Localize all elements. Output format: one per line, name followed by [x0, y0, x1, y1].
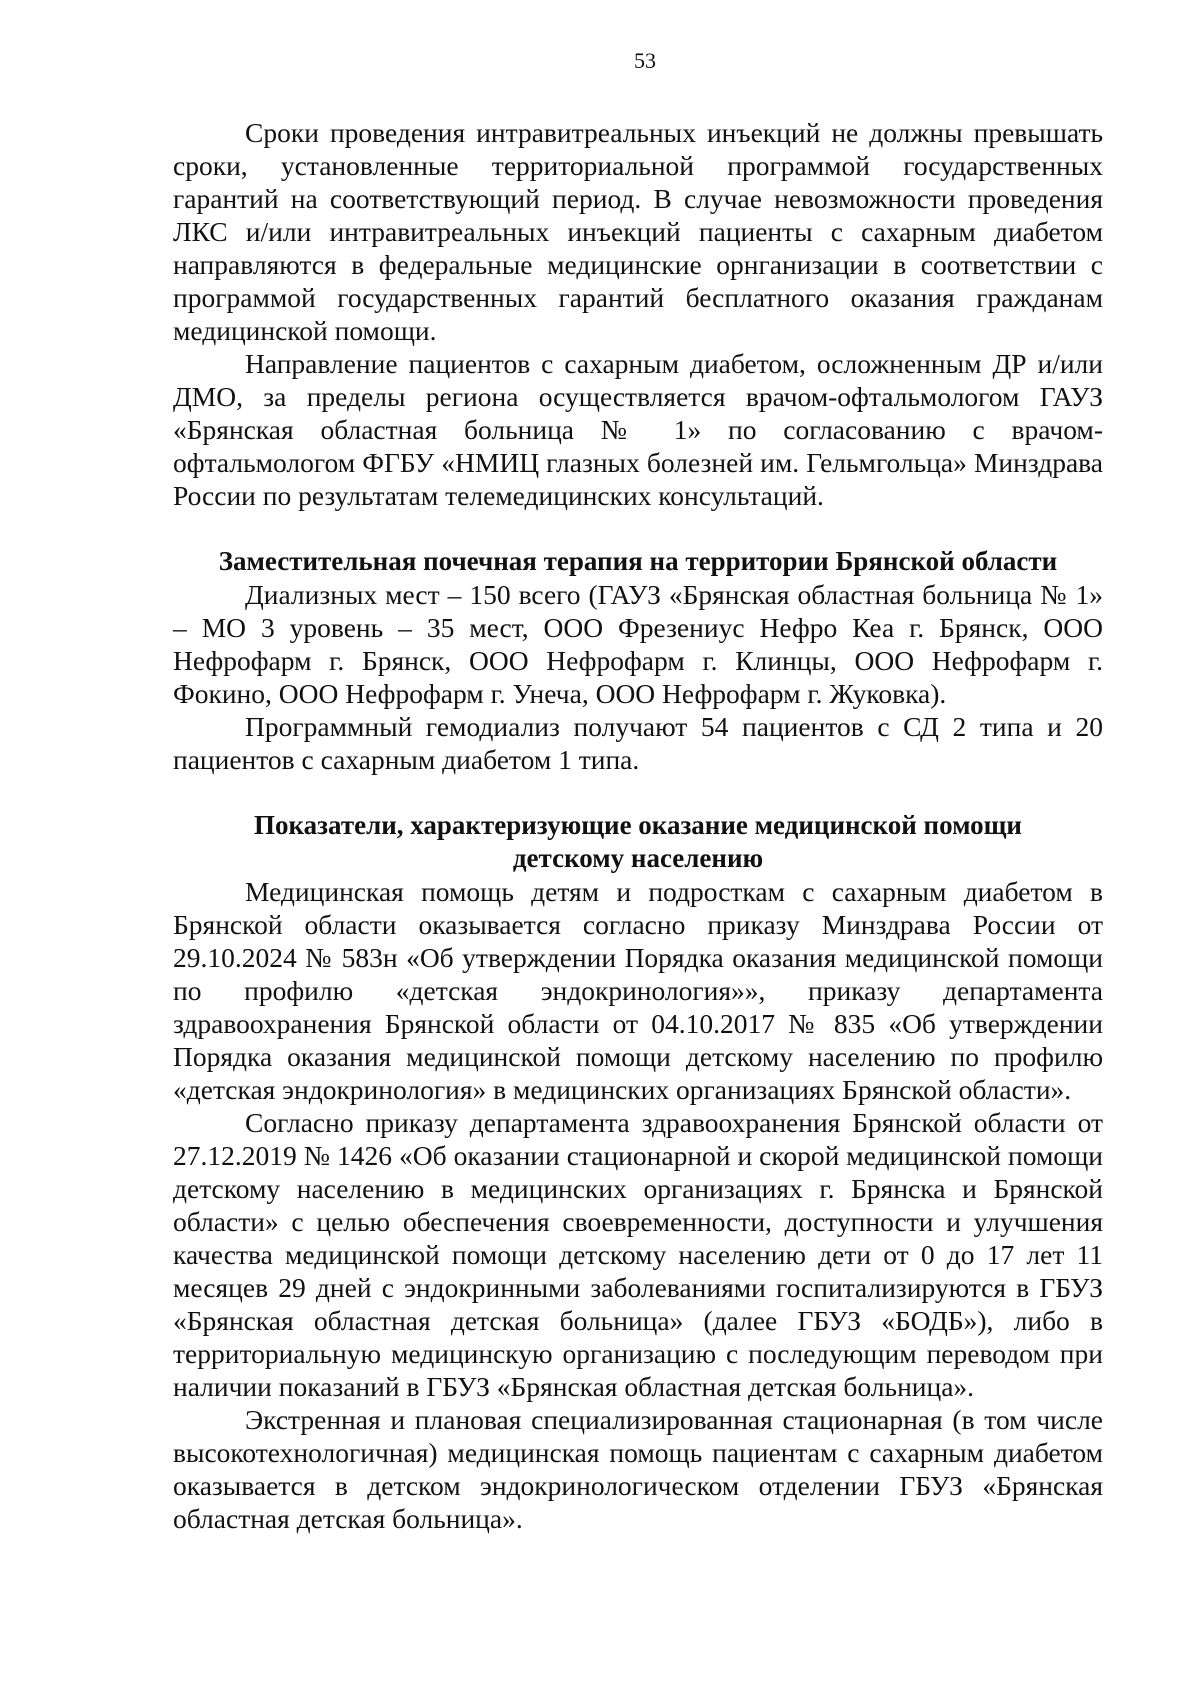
children-section-heading: [173, 809, 1103, 875]
intro-section: [173, 116, 1103, 512]
paragraph-children-care-orders: Медицинская помощь детям и подросткам с сахарным диабетом в Брянской области оказывается согласно приказу Минздрава России от 29.10.2024 № 583н «Об утверждении Порядка оказания медицинской помощи по профилю «детская эндокринология»», приказу департамента здравоохранения Брянской области от 04.10.2017 № 835 «Об утверждении Порядка оказания медицинской помощи детскому населению по профилю «детская эндокринология» в медицинских организациях Брянской области».: [173, 876, 1103, 1105]
dialysis-section-heading: Заместительная почечная терапия на территории Брянской области: [218, 546, 1058, 576]
paragraph-specialized-care: Экстренная и плановая специализированная стационарная (в том числе высокотехнологичная) медицинская помощь пациентам с сахарным диабетом оказывается в детском эндокринологическом отделении ГБУЗ «Брянская областная детская больница».: [173, 1404, 1103, 1534]
paragraph-referral-outside-region: Направление пациентов с сахарным диабетом, осложненным ДР и/или ДМО, за пределы региона осуществляется врачом-офтальмологом ГАУЗ «Брянская областная больница № 1» по согласованию с врачом-офтальмологом ФГБУ «НМИЦ глазных болезней им. Гельмгольца» Минздрава России по результатам телемедицинских консультаций.: [173, 348, 1103, 511]
paragraph-injection-deadlines: Сроки проведения интравитреальных инъекций не должны превышать сроки, установленные территориальной программой государственных гарантий на соответствующий период. В случае невозможности проведения ЛКС и/или интравитреальных инъекций пациенты с сахарным диабетом направляются в федеральные медицинские орнганизации в соответствии с программой государственных гарантий бесплатного оказания гражданам медицинской помощи.: [173, 117, 1103, 346]
paragraph-hemodialysis-patients: Программный гемодиализ получают 54 пациентов с СД 2 типа и 20 пациентов с сахарным диабетом 1 типа.: [173, 711, 1103, 775]
paragraph-children-hospitalization: Согласно приказу департамента здравоохранения Брянской области от 27.12.2019 № 1426 «Об оказании стационарной и скорой медицинской помощи детскому населению в медицинских организациях г. Брянска и Брянской области» с целью обеспечения своевременности, доступности и улучшения качества медицинской помощи детскому населению дети от 0 до 17 лет 11 месяцев 29 дней с эндокринными заболеваниями госпитализируются в ГБУЗ «Брянская областная детская больница» (далее ГБУЗ «БОДБ»), либо в территориальную медицинскую организацию с последующим переводом при наличии показаний в ГБУЗ «Брянская областная детская больница».: [173, 1107, 1103, 1402]
children-heading-line-1: Показатели, характеризующие оказание медицинской помощи: [254, 810, 1022, 840]
children-section: [173, 809, 1103, 1535]
document-body: [173, 116, 1103, 1535]
children-heading-line-2: детскому населению: [512, 843, 764, 873]
dialysis-section: [173, 545, 1103, 776]
page-number: 53: [634, 48, 656, 73]
paragraph-dialysis-places: Диализных мест – 150 всего (ГАУЗ «Брянская областная больница № 1» – МО 3 уровень – 35 мест, ООО Фрезениус Нефро Кеа г. Брянск, ООО Нефрофарм г. Брянск, ООО Нефрофарм г. Клинцы, ООО Нефрофарм г. Фокино, ООО Нефрофарм г. Унеча, ООО Нефрофарм г. Жуковка).: [173, 579, 1103, 709]
